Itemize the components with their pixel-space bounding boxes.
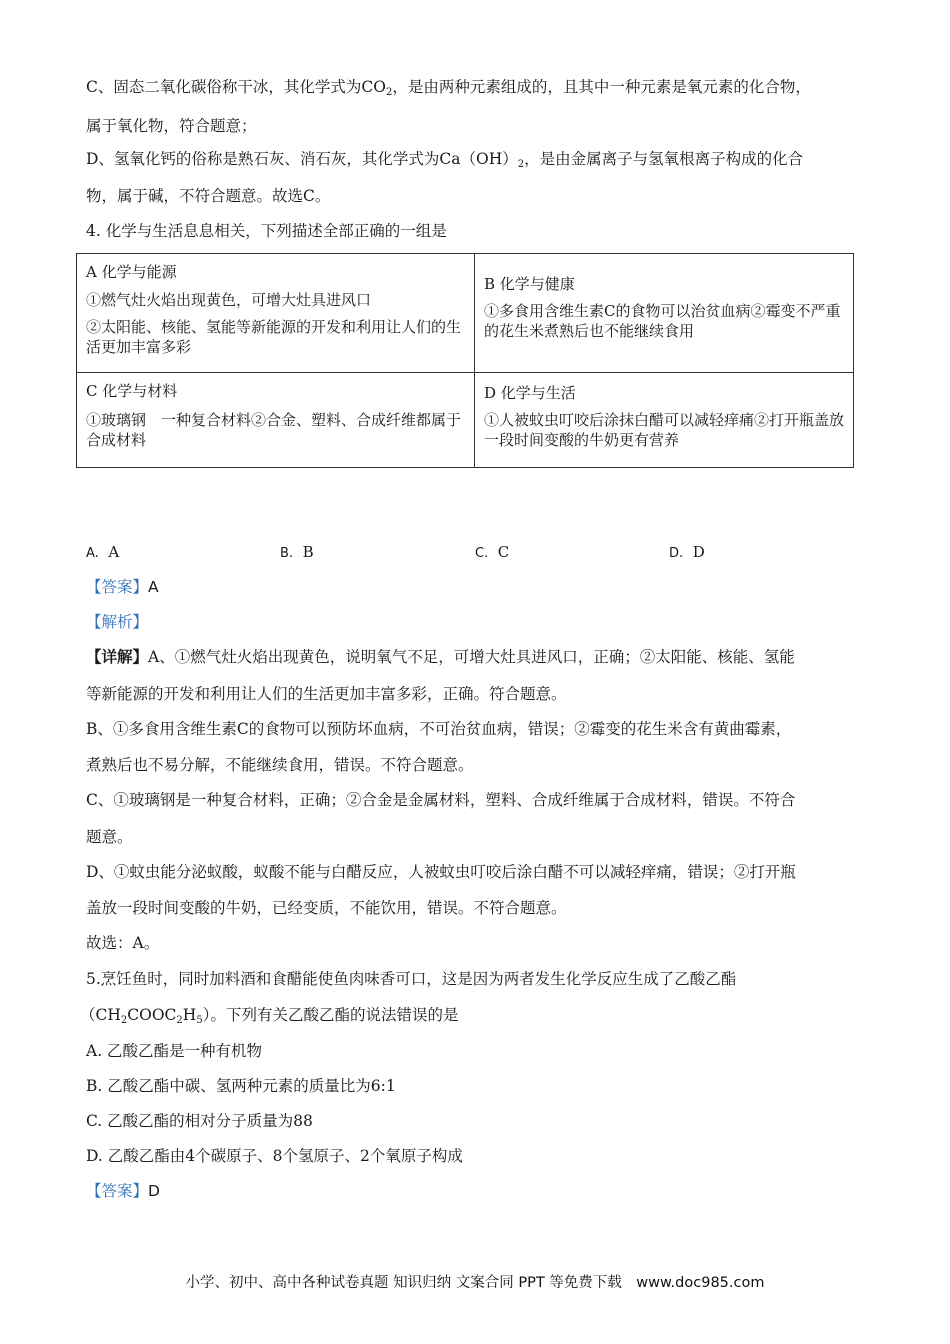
question-5-option-a: A. 乙酸乙酯是一种有机物 (86, 1042, 263, 1060)
question-5-stem-line2: $(CH_2COOC_2H_5)$。下列有关乙酸乙酯的说法错误的是 (80, 1006, 459, 1026)
cell-a-line2: ②太阳能、核能、氢能等新能源的开发和利用让人们的生活更加丰富多彩 (86, 318, 462, 356)
detail-line-5: C、①玻璃钢是一种复合材料，正确；②合金是金属材料，塑料、合成纤维属于合成材料，错误。不符合 (86, 791, 796, 809)
cell-c-title: C 化学与材料 (86, 382, 178, 400)
analysis-label-q4: 【解析】 (86, 613, 149, 631)
table-cell-c (77, 373, 475, 468)
detail-line-3: B、①多食用含维生素C的食物可以预防坏血病，不可治贫血病，错误；②霉变的花生米含有黄曲霉素， (86, 720, 792, 738)
table-cell-d (475, 373, 854, 468)
page-footer: 小学、初中、高中各种试卷真题 知识归纳 文案合同 PPT 等免费下载 www.doc985.com (185, 1275, 765, 1291)
detail-line-7: D、①蚊虫能分泌蚁酸，蚁酸不能与白醋反应，人被蚊虫叮咬后涂白醋不可以减轻痒痛，错误；②打开瓶 (86, 863, 796, 881)
question-4-stem: 4. 化学与生活息息相关，下列描述全部正确的一组是 (86, 222, 447, 240)
cell-b-title: B 化学与健康 (484, 275, 575, 293)
question-4-table (76, 253, 854, 468)
option-a: A. A (86, 543, 120, 561)
question-5-option-c: C. 乙酸乙酯的相对分子质量为88 (86, 1112, 313, 1130)
cell-b-line1: ①多食用含维生素C的食物可以治贫血病②霉变不严重的花生米煮熟后也不能继续食用 (484, 302, 841, 340)
table-cell-b (475, 254, 854, 373)
explanation-c-line1: C、固态二氧化碳俗称干冰，其化学式为$CO_2$，是由两种元素组成的，且其中一种元素是氧元素的化合物， (86, 78, 811, 98)
detail-line-1: 【详解】A、①燃气灶火焰出现黄色，说明氧气不足，可增大灶具进风口，正确；②太阳能、核能、氢能 (86, 647, 795, 666)
question-5-stem-line1: 5.烹饪鱼时，同时加料酒和食醋能使鱼肉味香可口，这是因为两者发生化学反应生成了乙酸乙酯 (86, 970, 737, 988)
question-5-option-b: B. 乙酸乙酯中碳、氢两种元素的质量比为6:1 (86, 1077, 396, 1095)
option-d: D. D (669, 543, 705, 561)
cell-d-title: D 化学与生活 (484, 384, 576, 402)
cell-a-title: A 化学与能源 (86, 263, 177, 281)
explanation-d-line1: D、氢氧化钙的俗称是熟石灰、消石灰，其化学式为$Ca(OH)_2$，是由金属离子与氢氧根离子构成的化合 (86, 150, 804, 170)
cell-c-line1: ①玻璃钢 一种复合材料②合金、塑料、合成纤维都属于合成材料 (86, 411, 462, 449)
cell-d-line1: ①人被蚊虫叮咬后涂抹白醋可以减轻痒痛②打开瓶盖放一段时间变酸的牛奶更有营养 (484, 411, 845, 449)
detail-line-4: 煮熟后也不易分解，不能继续食用，错误。不符合题意。 (86, 756, 474, 774)
table-cell-a (77, 254, 475, 373)
answer-q5: 【答案】D (86, 1182, 160, 1200)
explanation-d-line2: 物，属于碱，不符合题意。故选C。 (86, 187, 331, 205)
detail-line-9: 故选：A。 (86, 934, 160, 952)
question-5-option-d: D. 乙酸乙酯由4个碳原子、8个氢原子、2个氧原子构成 (86, 1147, 463, 1165)
option-c: C. C (475, 543, 510, 561)
detail-line-8: 盖放一段时间变酸的牛奶，已经变质，不能饮用，错误。不符合题意。 (86, 899, 567, 917)
explanation-c-line2: 属于氧化物，符合题意； (86, 117, 257, 135)
detail-line-6: 题意。 (86, 828, 133, 846)
detail-line-2: 等新能源的开发和利用让人们的生活更加丰富多彩，正确。符合题意。 (86, 685, 567, 703)
answer-q4: 【答案】A (86, 578, 159, 596)
cell-a-line1: ①燃气灶火焰出现黄色，可增大灶具进风口 (86, 291, 372, 309)
option-b: B. B (280, 543, 314, 561)
